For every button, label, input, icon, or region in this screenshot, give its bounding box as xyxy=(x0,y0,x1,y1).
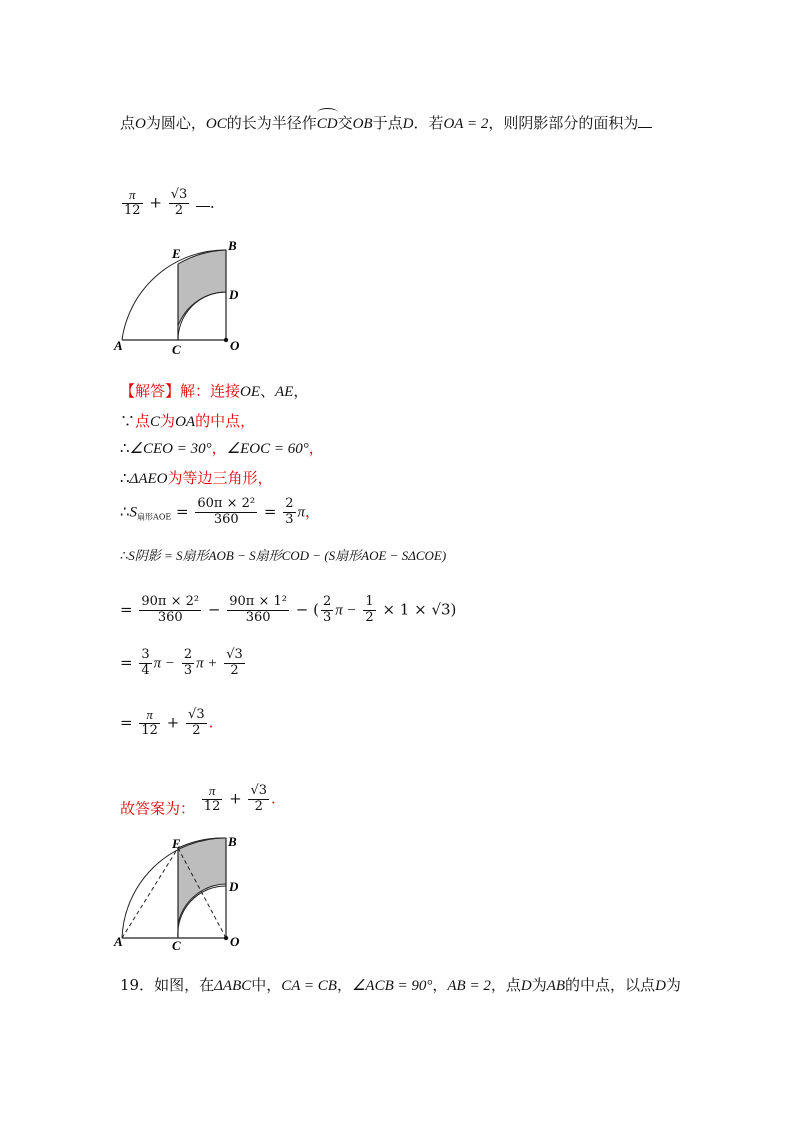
text: 点 xyxy=(120,114,136,132)
answer-blank xyxy=(638,115,652,128)
triangle-AEO: ΔAEO xyxy=(129,471,168,487)
figure-2 xyxy=(112,834,252,954)
fraction-3-4 xyxy=(139,648,151,679)
answer-underline xyxy=(196,194,210,207)
fraction-small-sector xyxy=(227,595,289,626)
solution-line-2 xyxy=(120,410,255,431)
condition-CA-CB: CA = CB xyxy=(281,978,337,994)
arc-CD-text: CD xyxy=(316,116,338,132)
numerator: π xyxy=(139,708,160,724)
solution-line-5 xyxy=(120,497,320,528)
numerator: √3 xyxy=(250,783,268,798)
denominator: 12 xyxy=(203,798,221,814)
fraction-sqrt3-2 xyxy=(169,188,190,219)
text: π − xyxy=(335,602,357,619)
problem19-statement xyxy=(120,974,681,995)
numerator: π xyxy=(202,784,223,800)
label-C: C xyxy=(172,938,181,953)
label-A: A xyxy=(114,338,123,353)
solution-line-6 xyxy=(120,545,446,564)
angle-EOC: ∠EOC = 60° xyxy=(226,441,309,457)
denominator: 2 xyxy=(230,662,239,678)
text: 的长为半径作 xyxy=(226,114,317,132)
condition-angle-ACB: ∠ACB = 90° xyxy=(351,978,433,994)
text: ， xyxy=(336,976,352,994)
label-B: B xyxy=(228,238,237,253)
var-OB: OB xyxy=(352,116,373,132)
fraction-sqrt3-2 xyxy=(186,708,207,739)
label-E: E xyxy=(172,246,181,261)
var-C: C xyxy=(150,414,161,430)
text: ， xyxy=(308,439,324,457)
therefore-symbol: ∴ xyxy=(120,549,129,564)
period: ． xyxy=(210,193,226,212)
text: 的中点， xyxy=(195,412,256,430)
problem-number: 19． xyxy=(120,976,155,994)
label-D: D xyxy=(229,879,239,894)
fraction-2-3 xyxy=(321,595,333,626)
numerator: √3 xyxy=(170,187,188,202)
numerator: 90π × 2² xyxy=(141,594,200,609)
label-O: O xyxy=(230,338,240,353)
period: . xyxy=(208,713,214,732)
solution-line-9: = $\frac{\pi}{12}$ + $\frac{√3}{2}$ . xyxy=(120,707,214,738)
text: ，则阴影部分的面积为 xyxy=(488,114,639,132)
fraction-big-sector xyxy=(139,595,201,626)
triangle-ABC: ΔABC xyxy=(214,978,252,994)
denominator: 360 xyxy=(213,511,239,527)
text: 如图，在 xyxy=(154,976,215,994)
fraction-sqrt3-2 xyxy=(224,648,245,679)
because-symbol: ∵ xyxy=(120,412,136,430)
angle-CEO: ∠CEO = 30° xyxy=(129,441,212,457)
point-O xyxy=(224,936,228,940)
final-answer-line xyxy=(120,784,276,818)
therefore-symbol: ∴ xyxy=(120,439,130,457)
text: ，点 xyxy=(490,976,521,994)
fraction-pi-12 xyxy=(202,784,223,815)
denominator: 12 xyxy=(124,202,141,218)
label-O: O xyxy=(230,934,240,949)
final-answer-label: 故答案为： xyxy=(120,799,196,818)
numerator: 60π × 2² xyxy=(197,496,256,511)
numerator: √3 xyxy=(226,647,243,662)
label-D: D xyxy=(229,287,239,302)
fraction-pi-12 xyxy=(139,708,160,739)
denominator: 2 xyxy=(174,202,184,218)
plus: + xyxy=(149,193,162,212)
text: 、 xyxy=(260,382,276,400)
text: − ( xyxy=(295,600,319,619)
equals: = xyxy=(176,502,189,521)
arc-CD xyxy=(317,116,338,132)
text: ， xyxy=(211,439,227,457)
numerator: 90π × 1² xyxy=(229,594,287,609)
denominator: 2 xyxy=(254,798,263,814)
label-A: A xyxy=(114,934,123,949)
var-OC: OC xyxy=(205,116,227,132)
denominator: 2 xyxy=(192,722,201,738)
text: 为圆心， xyxy=(145,114,206,132)
numerator: π xyxy=(122,188,143,204)
solution-line-8: = $\frac{3}{4}$ π − $\frac{2}{3}$ π + $\frac{√3}{2}$ xyxy=(120,647,243,678)
numerator: 2 xyxy=(322,594,332,609)
text: 为 xyxy=(665,976,681,994)
fraction-1-2 xyxy=(363,595,375,626)
fraction-sqrt3-2 xyxy=(248,784,269,815)
shaded-region xyxy=(178,838,226,924)
text: 为等边三角形， xyxy=(167,469,273,487)
var-AB: AB xyxy=(546,978,566,994)
area-subscript: 扇形AOE xyxy=(137,512,172,522)
text: 为 xyxy=(160,412,176,430)
text: ， xyxy=(305,502,321,521)
denominator: 4 xyxy=(141,662,150,678)
text: ， xyxy=(432,976,448,994)
plus: + xyxy=(166,713,180,732)
label-E: E xyxy=(172,836,181,851)
var-OA: OA xyxy=(175,414,196,430)
text: ．若 xyxy=(413,114,444,132)
area-symbol: S xyxy=(129,504,138,521)
numerator: 2 xyxy=(183,647,193,662)
denominator: 12 xyxy=(141,722,158,738)
var-AE: AE xyxy=(275,384,294,400)
text: π + xyxy=(196,655,218,672)
dashed-AE xyxy=(122,848,178,938)
period: . xyxy=(271,789,276,808)
shaded-area-formula: S阴影 = S扇形AOB − S扇形COD − (S扇形AOE − SΔCOE) xyxy=(128,548,447,563)
denominator: 360 xyxy=(245,609,271,625)
fraction-2-3 xyxy=(182,648,194,679)
var-D: D xyxy=(520,978,532,994)
var-OE: OE xyxy=(240,384,261,400)
condition-AB: AB = 2 xyxy=(447,978,491,994)
text: 点 xyxy=(135,412,151,430)
solution-line-1 xyxy=(120,380,308,401)
text: ， xyxy=(293,382,309,400)
figure-1 xyxy=(112,236,252,358)
fraction-sector-AOE xyxy=(195,497,257,528)
text: 于点 xyxy=(372,114,403,132)
solution-line-4 xyxy=(120,467,273,488)
text: π − xyxy=(153,655,176,672)
solution-line-7: = $\frac{\text{90π × 2²}}{360}$ − $\frac{\text{90π × 1²}}{360}$ − ( $\frac{2}{3}$ π − $\frac{1}{2}$ × 1 × √3) xyxy=(120,594,457,625)
plus: + xyxy=(229,789,242,808)
var-D: D xyxy=(402,116,414,132)
fraction-2-3 xyxy=(283,497,295,528)
numerator: 2 xyxy=(285,496,294,511)
solution-line-3 xyxy=(120,437,324,458)
solution-tag: 【解答】 xyxy=(120,382,181,400)
text: × 1 × √3) xyxy=(382,600,457,619)
denominator: 360 xyxy=(157,609,183,625)
text: 解：连接 xyxy=(180,382,241,400)
equals: = xyxy=(263,502,277,521)
denominator: 3 xyxy=(322,609,332,625)
label-B: B xyxy=(228,834,237,849)
var-O: O xyxy=(135,116,146,132)
denominator: 2 xyxy=(365,609,374,625)
text: 交 xyxy=(337,114,353,132)
therefore-symbol: ∴ xyxy=(120,469,130,487)
text: 的中点，以点 xyxy=(565,976,656,994)
var-D: D xyxy=(655,978,666,994)
numerator: 1 xyxy=(365,594,374,609)
numerator: 3 xyxy=(141,647,150,662)
problem18-answer xyxy=(120,188,225,219)
point-O xyxy=(224,338,228,342)
therefore-symbol: ∴ xyxy=(120,502,130,521)
given-OA: OA = 2 xyxy=(443,116,489,132)
numerator: √3 xyxy=(188,707,205,722)
label-C: C xyxy=(172,342,181,357)
text: 为 xyxy=(531,976,547,994)
denominator: 3 xyxy=(285,511,294,527)
pi: π xyxy=(297,504,306,521)
denominator: 3 xyxy=(183,662,193,678)
problem18-statement xyxy=(120,112,652,133)
text: 中， xyxy=(251,976,282,994)
fraction-pi-12 xyxy=(122,188,143,219)
